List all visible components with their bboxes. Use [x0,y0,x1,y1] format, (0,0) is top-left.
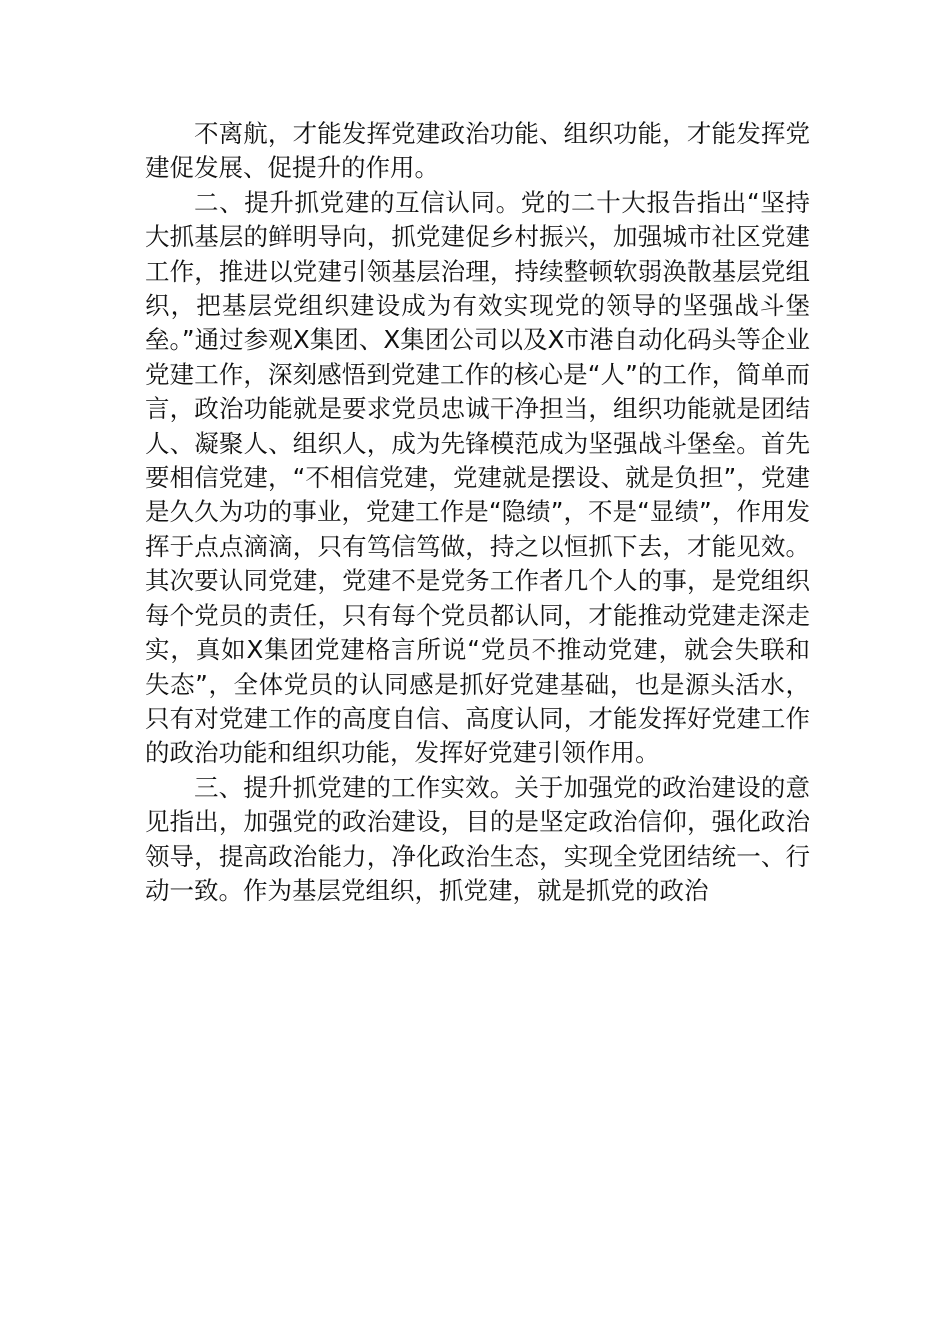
paragraph-continuation: 不离航，才能发挥党建政治功能、组织功能，才能发挥党建促发展、促提升的作用。 [145,119,810,183]
paragraph-section-three: 三、提升抓党建的工作实效。关于加强党的政治建设的意见指出，加强党的政治建设，目的是坚定政治信仰，强化政治领导，提高政治能力，净化政治生态，实现全党团结统一、行动一致。作为基层党组织，抓党建，就是抓党的政治 [145,772,810,905]
document-body [145,117,810,908]
paragraph-section-two: 二、提升抓党建的互信认同。党的二十大报告指出“坚持大抓基层的鲜明导向，抓党建促乡村振兴，加强城市社区党建工作，推进以党建引领基层治理，持续整顿软弱涣散基层党组织，把基层党组织建设成为有效实现党的领导的坚强战斗堡垒。”通过参观X集团、X集团公司以及X市港自动化码头等企业党建工作，深刻感悟到党建工作的核心是“人”的工作，简单而言，政治功能就是要求党员忠诚干净担当，组织功能就是团结人、凝聚人、组织人，成为先锋模范成为坚强战斗堡垒。首先要相信党建，“不相信党建，党建就是摆设、就是负担”，党建是久久为功的事业，党建工作是“隐绩”，不是“显绩”，作用发挥于点点滴滴，只有笃信笃做，持之以恒抓下去，才能见效。其次要认同党建，党建不是党务工作者几个人的事，是党组织每个党员的责任，只有每个党员都认同，才能推动党建走深走实，真如X集团党建格言所说“党员不推动党建，就会失联和失态”，全体党员的认同感是抓好党建基础，也是源头活水，只有对党建工作的高度自信、高度认同，才能发挥好党建工作的政治功能和组织功能，发挥好党建引领作用。 [145,187,810,768]
